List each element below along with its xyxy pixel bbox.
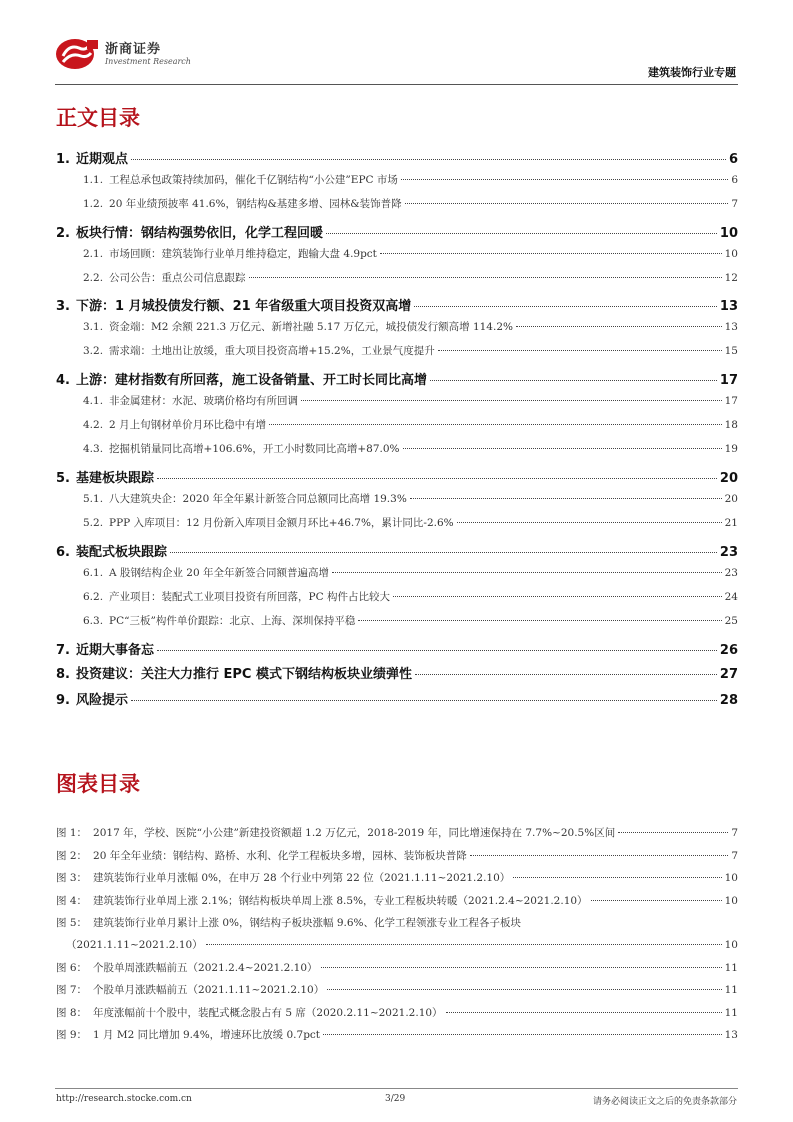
logo-text-en: Investment Research <box>105 57 191 66</box>
toc-entry-title: 下游：1 月城投债发行额、21 年省级重大项目投资双高增 <box>76 295 411 314</box>
toc-entry-title: 资金端：M2 余额 221.3 万亿元、新增社融 5.17 万亿元，城投债发行额高增 114.2% <box>109 321 513 333</box>
toc-entry-number: 5.1. <box>83 493 104 505</box>
figure-entry-continuation[interactable] <box>56 937 738 952</box>
figure-entry-number: 图 7： <box>56 984 88 996</box>
footer-url[interactable]: http://research.stocke.com.cn <box>56 1094 192 1104</box>
dot-leader <box>157 478 717 479</box>
toc-entry-title: 基建板块跟踪 <box>76 467 154 486</box>
figure-entry-number: 图 3： <box>56 872 88 884</box>
document-type: 建筑装饰行业专题 <box>648 66 736 79</box>
dot-leader <box>301 400 722 401</box>
figure-entry-page: 11 <box>724 961 738 974</box>
toc-entry-number: 3.2. <box>83 345 104 357</box>
dot-leader <box>332 572 722 573</box>
toc-entry[interactable] <box>56 565 738 580</box>
toc-entry-number: 6.3. <box>83 615 104 627</box>
figure-entry-title: 20 年全年业绩：钢结构、路桥、水利、化学工程板块多增，园林、装饰板块普降 <box>93 849 467 862</box>
toc-entry-title: 工程总承包政策持续加码，催化千亿钢结构“小公建”EPC 市场 <box>109 174 398 186</box>
toc-entry[interactable] <box>56 515 738 530</box>
toc-entry-number: 5.2. <box>83 517 104 529</box>
dot-leader <box>327 989 721 990</box>
dot-leader <box>591 900 722 901</box>
toc-entry-page: 28 <box>719 693 738 708</box>
figure-entry-number: 图 5： <box>56 917 88 929</box>
toc-entry-page: 26 <box>719 643 738 658</box>
toc-entry-title: 八大建筑央企：2020 年全年累计新签合同总额同比高增 19.3% <box>109 493 407 505</box>
toc-entry[interactable] <box>56 222 738 241</box>
toc-entry-page: 23 <box>719 545 738 560</box>
figure-entry-page: 11 <box>724 984 738 996</box>
toc-entry-number: 7. <box>56 643 76 658</box>
dot-leader <box>516 326 722 327</box>
toc-entry-page: 23 <box>724 567 738 579</box>
toc-entry[interactable] <box>56 663 738 682</box>
figure-entry-title-continued: （2021.1.11~2021.2.10） <box>66 939 203 951</box>
figure-entry-title: 年度涨幅前十个股中，装配式概念股占有 5 席（2020.2.11~2021.2.10） <box>93 1006 443 1019</box>
figure-entry-number: 图 8： <box>56 1006 88 1019</box>
dot-leader <box>170 552 717 553</box>
header-divider <box>55 84 738 85</box>
toc-entry[interactable] <box>56 467 738 486</box>
dot-leader <box>326 233 717 234</box>
toc-entry-title: 风险提示 <box>76 689 128 708</box>
toc-entry-title: 挖掘机销量同比高增+106.6%，开工小时数同比高增+87.0% <box>109 443 400 455</box>
toc-entry-title: 装配式板块跟踪 <box>76 541 167 560</box>
footer-divider <box>55 1088 738 1089</box>
dot-leader <box>410 498 722 499</box>
toc-entry[interactable] <box>56 689 738 708</box>
figure-entry-number: 图 4： <box>56 894 88 907</box>
toc-entry[interactable] <box>56 639 738 658</box>
dot-leader <box>157 650 717 651</box>
page-header <box>55 30 738 82</box>
figure-entry-page: 7 <box>731 827 738 839</box>
toc-entry[interactable] <box>56 613 738 628</box>
page-number: 3/29 <box>385 1094 406 1104</box>
toc-entry-page: 12 <box>724 272 738 284</box>
logo-text-cn: 浙商证券 <box>105 42 162 57</box>
toc-entry-title: PPP 入库项目：12 月份新入库项目金额月环比+46.7%，累计同比-2.6% <box>109 517 454 529</box>
dot-leader <box>457 522 722 523</box>
dot-leader <box>430 380 717 381</box>
dot-leader <box>393 596 722 597</box>
toc-entry-title: 需求端：土地出让放缓，重大项目投资高增+15.2%，工业景气度提升 <box>109 345 435 357</box>
toc-entry-page: 19 <box>724 443 738 455</box>
figure-entry-page: 10 <box>724 894 738 907</box>
toc-entry-number: 4.1. <box>83 395 104 407</box>
toc-entry-page: 17 <box>719 373 738 388</box>
toc-entry-page: 7 <box>731 198 738 210</box>
toc-entry-page: 13 <box>724 321 738 333</box>
footer-disclaimer: 请务必阅读正文之后的免责条款部分 <box>592 1097 737 1107</box>
figure-entry[interactable] <box>56 1027 738 1042</box>
figure-entry-page: 10 <box>724 872 738 884</box>
figure-entry-number: 图 2： <box>56 849 88 862</box>
toc-entry[interactable] <box>56 343 738 358</box>
dot-leader <box>323 1034 722 1035</box>
logo-icon <box>55 36 99 72</box>
toc-entry-number: 6.2. <box>83 591 104 603</box>
toc-entry-number: 1.1. <box>83 174 104 186</box>
figure-entry-page: 7 <box>731 849 738 862</box>
toc-entry-number: 6.1. <box>83 567 104 579</box>
toc-entry-number: 4. <box>56 373 76 388</box>
toc-entry-title: 上游：建材指数有所回落，施工设备销量、开工时长同比高增 <box>76 369 427 388</box>
figure-entry-title: 建筑装饰行业单月涨幅 0%，在申万 28 个行业中列第 22 位（2021.1.11~2021.2.10） <box>93 872 511 884</box>
dot-leader <box>513 877 721 878</box>
toc-entry[interactable] <box>56 148 738 167</box>
figure-entry-title: 1 月 M2 同比增加 9.4%，增速环比放缓 0.7pct <box>93 1029 321 1041</box>
toc-entry-title: 市场回顾：建筑装饰行业单月维持稳定，跑输大盘 4.9pct <box>109 248 377 260</box>
toc-entry-number: 4.2. <box>83 419 104 431</box>
toc-entry-page: 27 <box>719 667 738 682</box>
toc-entry[interactable] <box>56 369 738 388</box>
dot-leader <box>131 700 717 701</box>
figure-entry-title: 建筑装饰行业单月累计上涨 0%，钢结构子板块涨幅 9.6%、化学工程领涨专业工程各子板块 <box>93 917 522 929</box>
figure-entry[interactable] <box>56 1005 738 1020</box>
toc-entry-title: 近期大事备忘 <box>76 639 154 658</box>
toc-entry[interactable] <box>56 295 738 314</box>
dot-leader <box>358 620 721 621</box>
dot-leader <box>401 179 728 180</box>
toc-entry-title: 投资建议：关注大力推行 EPC 模式下钢结构板块业绩弹性 <box>76 663 412 682</box>
toc-title: 正文目录 <box>56 106 140 130</box>
toc-entry-page: 6 <box>731 174 738 186</box>
dot-leader <box>403 448 722 449</box>
toc-entry-number: 3. <box>56 299 76 314</box>
toc-entry[interactable] <box>56 393 738 408</box>
toc-entry-title: 近期观点 <box>76 148 128 167</box>
dot-leader <box>415 674 717 675</box>
toc-entry-title: 板块行情：钢结构强势依旧，化学工程回暖 <box>76 222 323 241</box>
dot-leader <box>414 306 717 307</box>
dot-leader <box>405 203 729 204</box>
toc-entry-number: 9. <box>56 693 76 708</box>
figure-entry-title: 建筑装饰行业单周上涨 2.1%；钢结构板块单周上涨 8.5%，专业工程板块转暖（2021.2.4~2021.2.10） <box>93 894 588 907</box>
figure-entry[interactable] <box>56 870 738 885</box>
figure-entry-page: 13 <box>724 1029 738 1041</box>
dot-leader <box>321 967 722 968</box>
dot-leader <box>380 253 722 254</box>
toc-entry-title: 非金属建材：水泥、玻璃价格均有所回调 <box>109 395 299 407</box>
toc-entry-page: 10 <box>719 226 738 241</box>
toc-entry-title: A 股钢结构企业 20 年全年新签合同额普遍高增 <box>109 567 330 579</box>
figure-entry[interactable] <box>56 848 738 863</box>
toc-entry-page: 20 <box>724 493 738 505</box>
toc-entry-number: 3.1. <box>83 321 104 333</box>
toc-entry-number: 8. <box>56 667 76 682</box>
toc-entry-title: 公司公告：重点公司信息跟踪 <box>109 272 246 284</box>
toc-entry-page: 6 <box>728 152 738 167</box>
dot-leader <box>438 350 722 351</box>
figure-entry[interactable] <box>56 982 738 997</box>
toc-entry-number: 5. <box>56 471 76 486</box>
figure-entry[interactable] <box>56 825 738 840</box>
toc-entry-page: 20 <box>719 471 738 486</box>
toc-entry-number: 2. <box>56 226 76 241</box>
toc-entry-page: 25 <box>724 615 738 627</box>
toc-entry[interactable] <box>56 541 738 560</box>
figure-entry-number: 图 6： <box>56 961 88 974</box>
toc-entry-title: 产业项目：装配式工业项目投资有所回落，PC 构件占比较大 <box>109 591 390 603</box>
toc-entry-title: 2 月上旬钢材单价月环比稳中有增 <box>109 419 267 431</box>
toc-entry-page: 17 <box>724 395 738 407</box>
dot-leader <box>249 277 722 278</box>
figure-entry[interactable] <box>56 893 738 908</box>
figure-entry[interactable] <box>56 960 738 975</box>
toc-entry-number: 6. <box>56 545 76 560</box>
figure-entry-title: 个股单周涨跌幅前五（2021.2.4~2021.2.10） <box>93 961 318 974</box>
toc-entry-title: 20 年业绩预披率 41.6%，钢结构&基建多增、园林&装饰普降 <box>109 198 402 210</box>
figure-entry[interactable] <box>56 915 738 930</box>
toc-entry-page: 21 <box>724 517 738 529</box>
dot-leader <box>131 159 726 160</box>
toc-entry[interactable] <box>56 270 738 285</box>
figure-entry-number: 图 9： <box>56 1029 88 1041</box>
dot-leader <box>618 832 728 833</box>
toc-entry[interactable] <box>56 246 738 261</box>
dot-leader <box>470 855 729 856</box>
figure-entry-title: 个股单月涨跌幅前五（2021.1.11~2021.2.10） <box>93 984 325 996</box>
toc-entry[interactable] <box>56 196 738 211</box>
toc-entry-page: 13 <box>719 299 738 314</box>
toc-entry-page: 18 <box>724 419 738 431</box>
toc-entry-page: 10 <box>724 248 738 260</box>
figure-list-title: 图表目录 <box>56 772 140 796</box>
toc-entry-page: 24 <box>724 591 738 603</box>
figure-entry-page: 11 <box>724 1006 738 1019</box>
toc-entry-number: 2.2. <box>83 272 104 284</box>
toc-entry[interactable] <box>56 589 738 604</box>
toc-entry[interactable] <box>56 491 738 506</box>
dot-leader <box>206 944 722 945</box>
toc-entry-number: 1. <box>56 152 76 167</box>
toc-entry-title: PC“三板”构件单价跟踪：北京、上海、深圳保持平稳 <box>109 615 356 627</box>
toc-entry[interactable] <box>56 441 738 456</box>
figure-entry-number: 图 1： <box>56 827 88 839</box>
toc-entry[interactable] <box>56 417 738 432</box>
toc-entry[interactable] <box>56 172 738 187</box>
toc-entry-page: 15 <box>724 345 738 357</box>
figure-entry-title: 2017 年，学校、医院“小公建”新建投资额超 1.2 万亿元，2018-2019 年，同比增速保持在 7.7%~20.5%区间 <box>93 827 616 839</box>
dot-leader <box>269 424 722 425</box>
dot-leader <box>446 1012 722 1013</box>
toc-entry-number: 4.3. <box>83 443 104 455</box>
toc-entry-number: 2.1. <box>83 248 104 260</box>
toc-entry[interactable] <box>56 319 738 334</box>
toc-entry-number: 1.2. <box>83 198 104 210</box>
figure-entry-page: 10 <box>724 939 738 951</box>
